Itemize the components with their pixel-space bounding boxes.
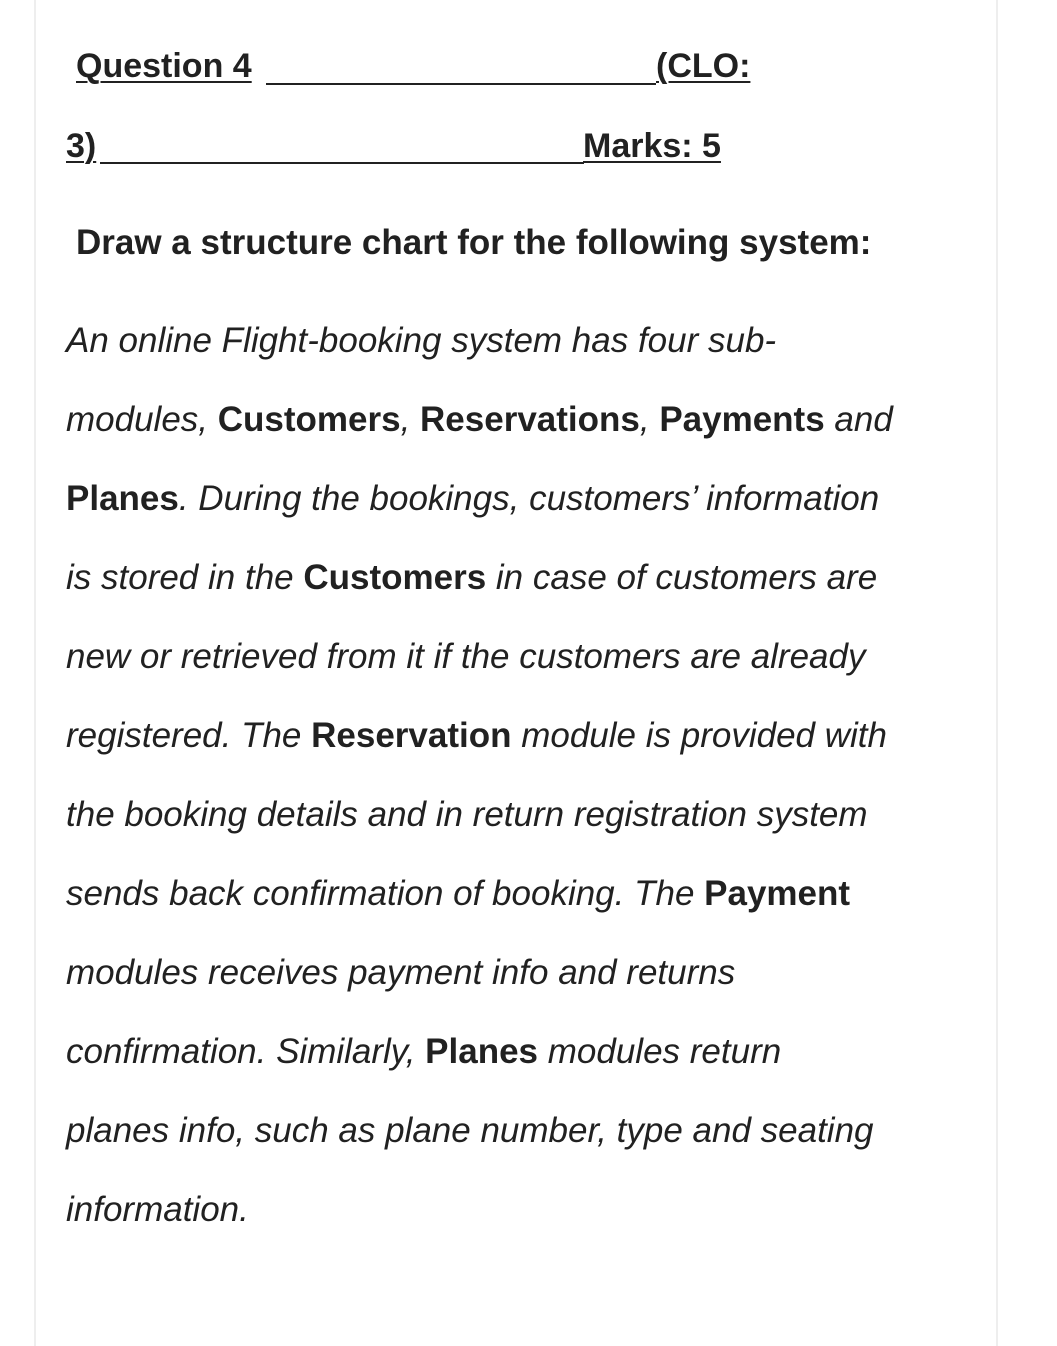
module-name: Reservation <box>311 716 512 755</box>
module-name: Planes <box>66 479 179 518</box>
paragraph-line <box>66 794 868 836</box>
paragraph-text: planes info, such as plane number, type and seating <box>66 1111 874 1150</box>
paragraph-text: , <box>400 400 421 439</box>
paragraph-line <box>66 320 776 362</box>
header-underline-1 <box>266 83 656 85</box>
paragraph-text: and <box>824 400 893 439</box>
module-name: Payments <box>659 400 825 439</box>
paragraph-line <box>66 1110 874 1152</box>
clo-value: 3) <box>66 127 97 165</box>
module-name: Customers <box>303 558 487 597</box>
paragraph-line <box>66 715 887 757</box>
paragraph-text: modules return <box>538 1032 782 1071</box>
paragraph-text: modules receives payment info and returns <box>66 953 736 992</box>
paragraph-text: information. <box>66 1190 249 1229</box>
paragraph-text: registered. The <box>66 716 312 755</box>
paragraph-line <box>66 1031 781 1073</box>
instruction-text: Draw a structure chart for the following system: <box>76 223 872 262</box>
paragraph-text: module is provided with <box>511 716 887 755</box>
paragraph-line <box>66 478 879 520</box>
paragraph-text: modules, <box>66 400 218 439</box>
paragraph-text: An online Flight-booking system has four sub- <box>66 321 777 360</box>
paragraph-text: the booking details and in return registration system <box>66 795 868 834</box>
paragraph-text: sends back confirmation of booking. The <box>66 874 705 913</box>
header-underline-2 <box>100 162 584 164</box>
question-label: Question 4 <box>76 47 252 85</box>
paragraph-line <box>66 557 877 599</box>
paragraph-line <box>66 873 850 915</box>
paragraph-line <box>66 399 893 441</box>
paragraph-text: is stored in the <box>66 558 304 597</box>
paragraph-text: confirmation. Similarly, <box>66 1032 426 1071</box>
paragraph-line <box>66 1189 249 1231</box>
paragraph-text: new or retrieved from it if the customers are already <box>66 637 866 676</box>
marks-label: Marks: 5 <box>583 127 721 165</box>
module-name: Customers <box>217 400 401 439</box>
paragraph-line <box>66 636 865 678</box>
clo-label: (CLO: <box>656 47 751 85</box>
paragraph-text: in case of customers are <box>486 558 878 597</box>
module-name: Planes <box>425 1032 539 1071</box>
paragraph-line <box>66 952 735 994</box>
paragraph-text: , <box>639 400 660 439</box>
module-name: Payment <box>704 874 851 913</box>
paragraph-text: . During the bookings, customers’ information <box>178 479 880 518</box>
module-name: Reservations <box>420 400 640 439</box>
